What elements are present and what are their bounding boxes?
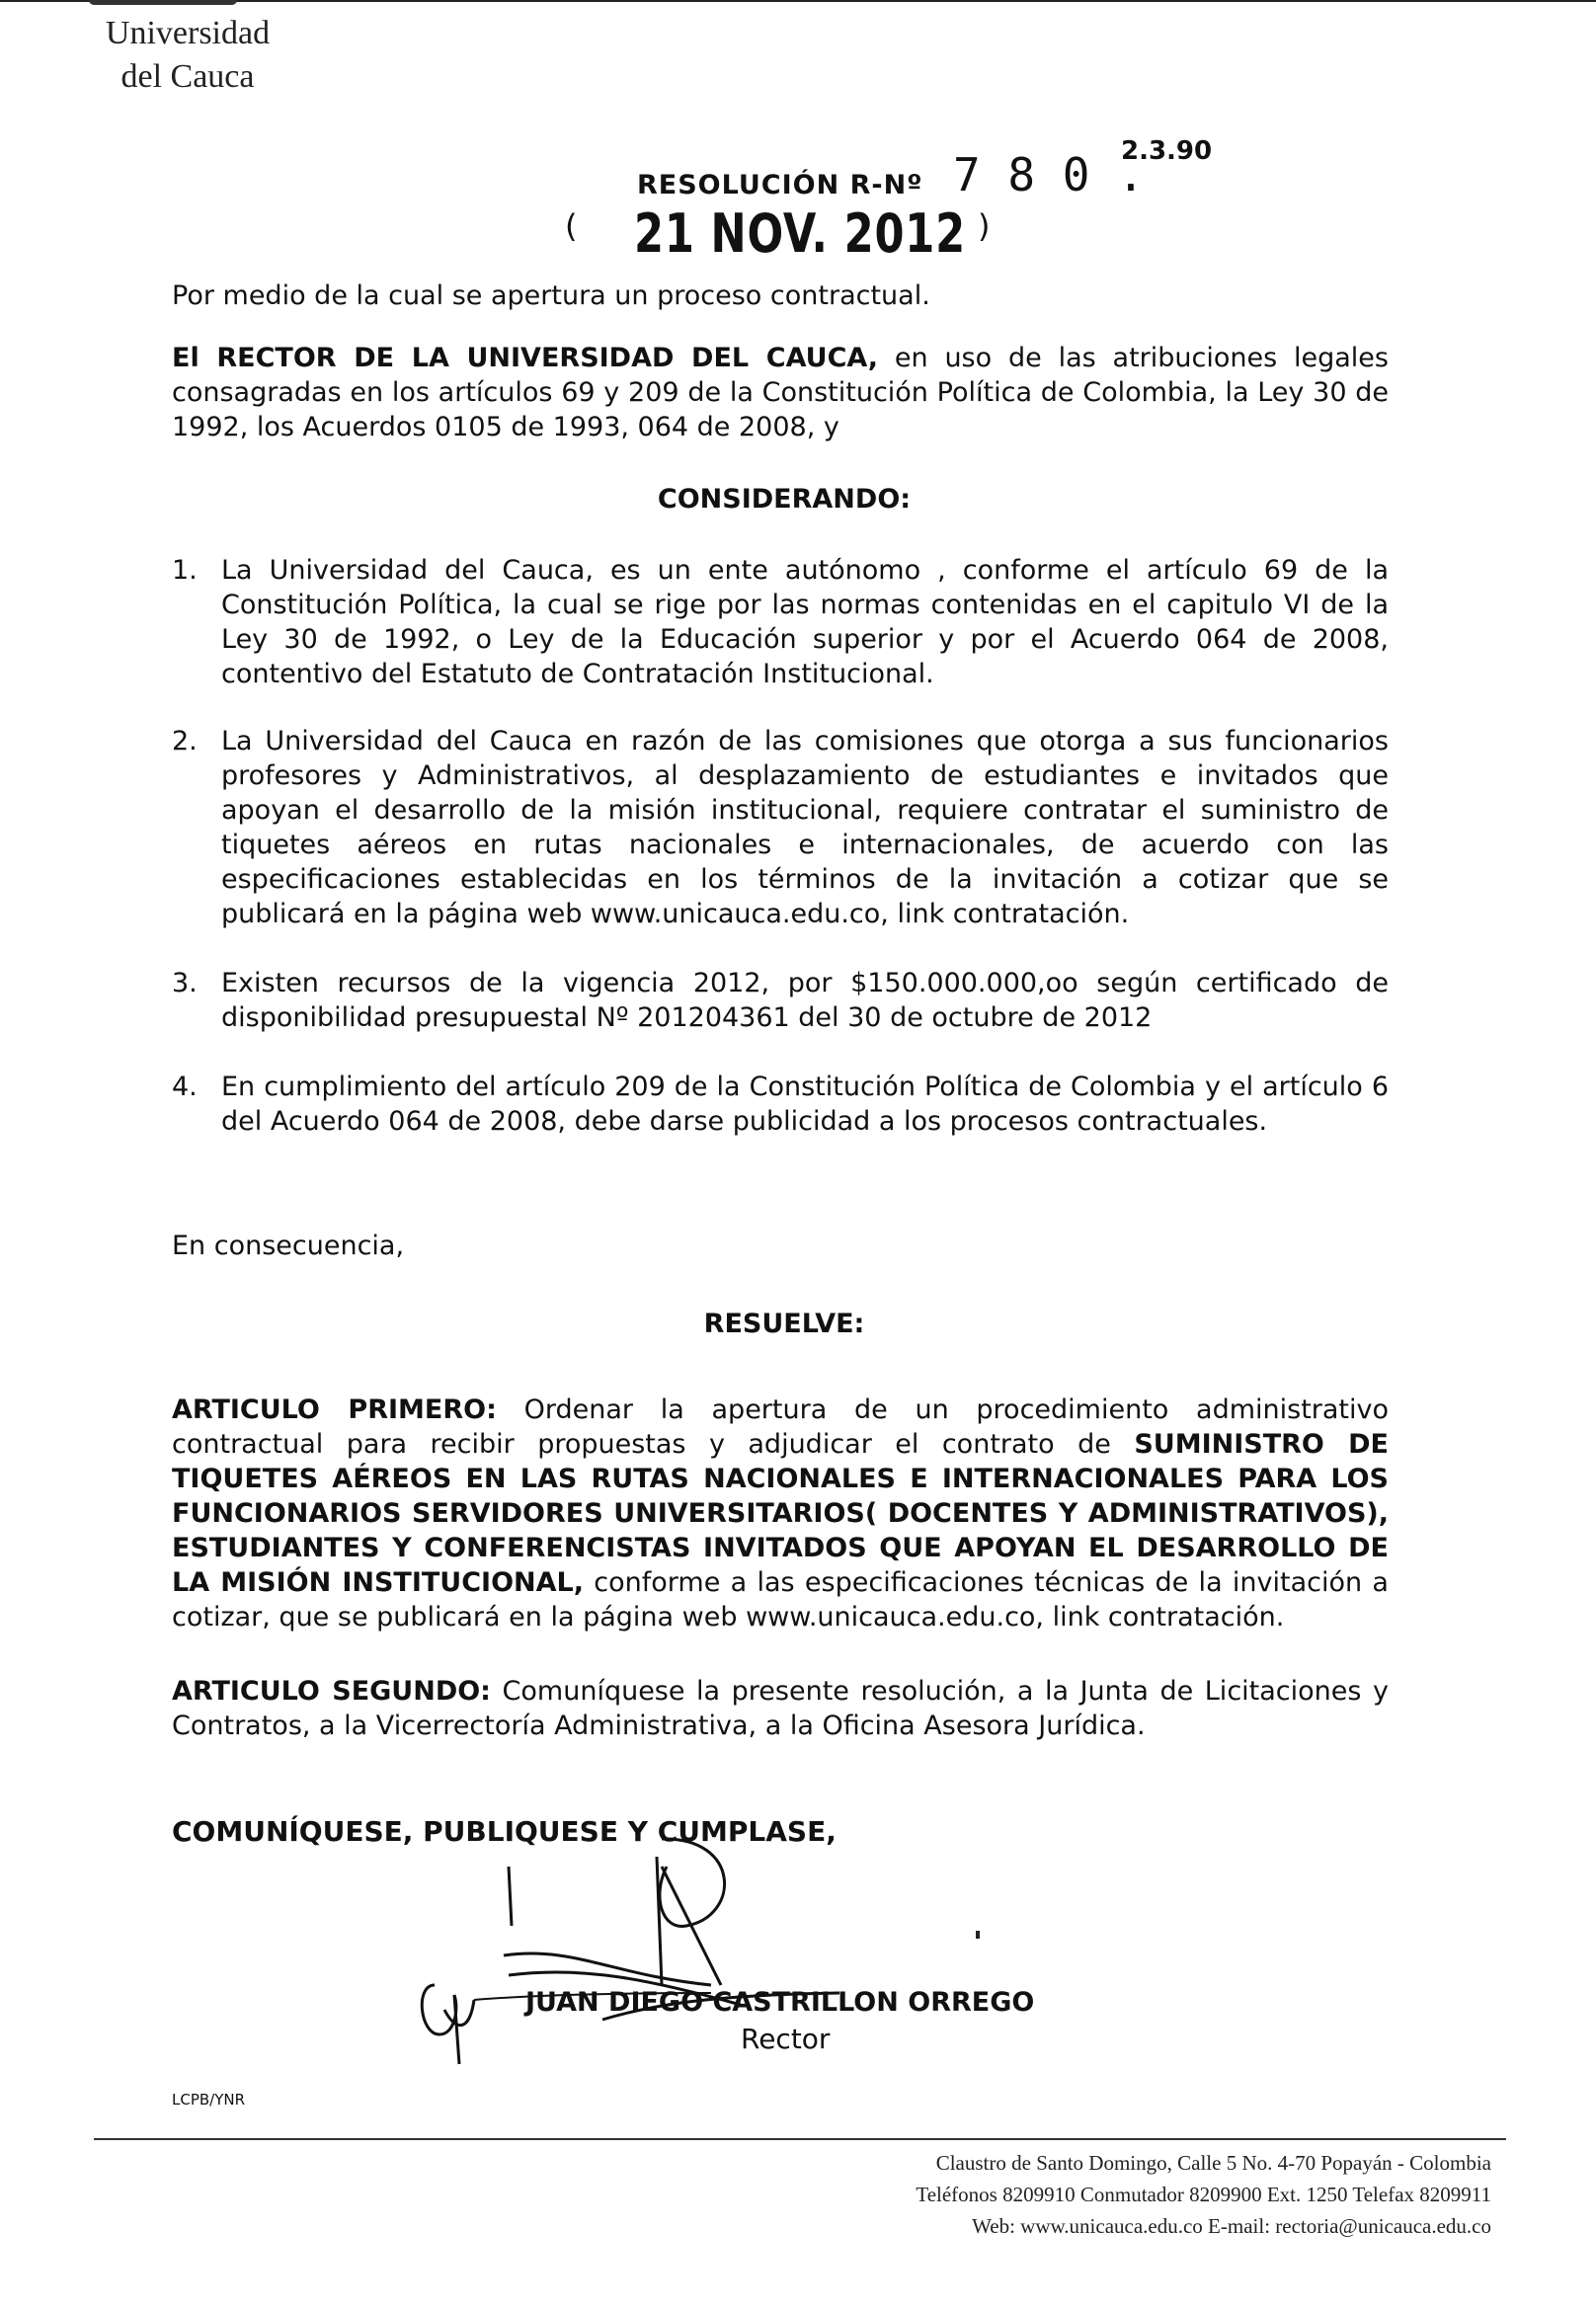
articulo-primero-object: SUMINISTRO DE TIQUETES AÉREOS EN LAS RUTAS NACIONALES E INTERNACIONALES PARA LOS FUNCIONARIOS SERVIDORES UNIVERSITARIOS( DOCENTES Y ADMINISTRATIVOS), ESTUDIANTES Y CONFERENCISTAS INVITADOS QUE APOYAN EL DESARROLLO DE LA MISIÓN INSTITUCIONAL, (172, 1429, 1389, 1598)
consecuencia-text: En consecuencia, (172, 1231, 405, 1261)
resolution-number: 7 8 0 . (953, 148, 1145, 201)
considerando-heading: CONSIDERANDO: (657, 484, 912, 515)
considerando-item (172, 724, 1389, 931)
date-paren-close: ) (978, 207, 991, 245)
articulo-primero-text-b: conforme a las especificaciones técnicas de la invitación a cotizar, que se publicará en la página web www.unicauca.edu.co, link contratación. (172, 1567, 1389, 1632)
item-number: 1. (172, 555, 198, 586)
item-number: 3. (172, 968, 198, 998)
resolution-label: RESOLUCIÓN R-Nº (637, 170, 923, 200)
articulo-segundo (172, 1674, 1389, 1743)
articulo-primero (172, 1393, 1389, 1634)
footer-address: Claustro de Santo Domingo, Calle 5 No. 4-70 Popayán - Colombia (935, 2151, 1491, 2175)
handwritten-signature (415, 1837, 928, 2094)
top-rule (0, 0, 1596, 2)
item-number: 2. (172, 726, 198, 756)
footer-contact: Web: www.unicauca.edu.co E-mail: rectoria@unicauca.edu.co (972, 2214, 1491, 2238)
considerando-item (172, 553, 1389, 691)
item-text: Existen recursos de la vigencia 2012, por $150.000.000,oo según certificado de disponibilidad presupuestal Nº 201204361 del 30 de octubre de 2012 (221, 968, 1389, 1033)
institution-name: Universidad del Cauca (105, 15, 271, 95)
stray-mark (976, 1931, 980, 1939)
preamble-text: en uso de las atribuciones legales consagradas en los artículos 69 y 209 de la Constitución Política de Colombia, la Ley 30 de 1992, los Acuerdos 0105 de 1993, 064 de 2008, y (172, 343, 1389, 442)
item-text: La Universidad del Cauca en razón de las comisiones que otorga a sus funcionarios profesores y Administrativos, al desplazamiento de estudiantes e invitados que apoyan el desarrollo de la misión institucional, requiere contratar el suministro de tiquetes aéreos en rutas nacionales e internacionales, de acuerdo con las especificaciones establecidas en los términos de la invitación a cotizar que se publicará en la página web www.unicauca.edu.co, link contratación. (221, 726, 1389, 929)
resolution-date-stamp: 21 NOV. 2012 (634, 202, 967, 265)
articulo-segundo-text: Comuníquese la presente resolución, a la Junta de Licitaciones y Contratos, a la Vicerrectoría Administrativa, a la Oficina Asesora Jurídica. (172, 1676, 1389, 1741)
document-code: 2.3.90 (1121, 136, 1213, 166)
articulo-segundo-label: ARTICULO SEGUNDO: (172, 1676, 491, 1707)
signer-role: Rector (741, 2023, 831, 2055)
logo-mark (89, 0, 237, 5)
signer-name: JUAN DIEGO CASTRILLON ORREGO (525, 1987, 1035, 2018)
item-text: En cumplimiento del artículo 209 de la Constitución Política de Colombia y el artículo 6 del Acuerdo 064 de 2008, debe darse publicidad a los procesos contractuales. (221, 1072, 1389, 1137)
considerando-item (172, 966, 1389, 1035)
resolution-subject: Por medio de la cual se apertura un proceso contractual. (172, 280, 930, 311)
item-text: La Universidad del Cauca, es un ente autónomo , conforme el artículo 69 de la Constitución Política, la cual se rige por las normas contenidas en el capitulo VI de la Ley 30 de 1992, o Ley de la Educación superior y por el Acuerdo 064 de 2008, contentivo del Estatuto de Contratación Institucional. (221, 555, 1389, 689)
considerando-item (172, 1070, 1389, 1139)
item-number: 4. (172, 1072, 198, 1102)
preamble-lead: El RECTOR DE LA UNIVERSIDAD DEL CAUCA, (172, 343, 879, 373)
articulo-primero-text-a: Ordenar la apertura de un procedimiento administrativo contractual para recibir propuestas y adjudicar el contrato de (172, 1394, 1390, 1460)
articulo-primero-label: ARTICULO PRIMERO: (172, 1394, 497, 1425)
footer-phones: Teléfonos 8209910 Conmutador 8209900 Ext. 1250 Telefax 8209911 (916, 2183, 1491, 2206)
preamble (172, 341, 1389, 444)
date-paren-open: ( (565, 207, 578, 245)
closing-formula: COMUNÍQUESE, PUBLIQUESE Y CUMPLASE, (172, 1815, 837, 1848)
footer-rule (94, 2138, 1506, 2140)
drafter-initials: LCPB/YNR (172, 2091, 246, 2109)
resuelve-heading: RESUELVE: (703, 1309, 865, 1339)
